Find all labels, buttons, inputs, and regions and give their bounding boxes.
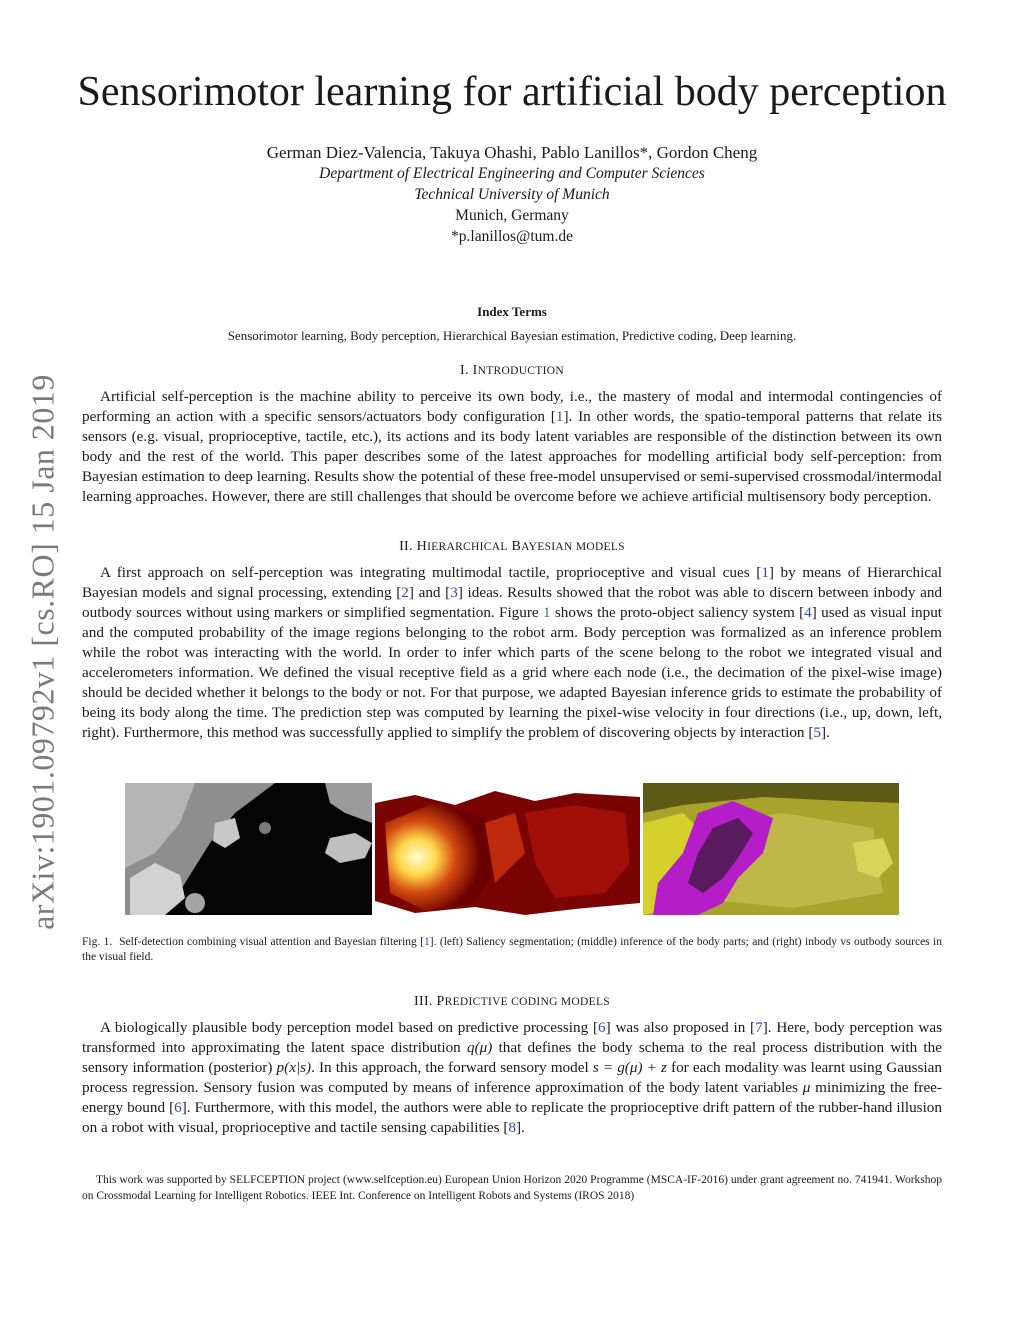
department: Department of Electrical Engineering and Computer Sciences — [319, 165, 705, 182]
intro-paragraph: Artificial self-perception is the machine ability to perceive its own body, i.e., the mastery of modal and intermodal contingencies of performing an action with a specific sensors/actuators body configuration [1]. In other words, the spatio-temporal patterns that relate its sensors (e.g. visual, proprioceptive, tactile, etc.), its actions and its body latent variables are responsible of the distinction between its own body and the rest of the world. This paper describes some of the latest approaches for modelling artificial body self-perception: from Bayesian estimation to deep learning. Results show the potential of these free-model unsupervised or semi-supervised crossmodal/intermodal learning approaches. However, there are still challenges that should be overcome before we achieve artificial multisensory body perception. — [82, 388, 942, 505]
math-latent-distribution: q(μ) — [466, 1039, 493, 1056]
email: *p.lanillos@tum.de — [451, 228, 573, 245]
citation-link[interactable]: 6 — [598, 1019, 606, 1036]
index-terms-heading: Index Terms — [477, 304, 547, 319]
author-list: German Diez-Valencia, Takuya Ohashi, Pablo Lanillos*, Gordon Cheng — [266, 143, 758, 162]
citation-link[interactable]: 3 — [450, 584, 458, 601]
citation-link[interactable]: 4 — [804, 604, 812, 621]
arxiv-sidebar — [24, 362, 61, 942]
citation-link[interactable]: 1 — [761, 564, 769, 581]
predictive-paragraph: A biologically plausible body perception model based on predictive processing [6] was also proposed in [7]. Here, body perception was transformed into approximating the latent space distribution q(μ) that defines the body schema to the real process distribution with the sensory information (posterior) p(x|s). In this approach, the forward sensory model s = g(μ) + z for each modality was learnt using Gaussian process regression. Sensory fusion was computed by means of inference approximation of the body latent variables μ minimizing the free-energy bound [6]. Furthermore, with this model, the authors were able to replicate the proprioceptive drift pattern of the rubber-hand illusion on a robot with visual, proprioceptive and tactile sensing capabilities [8]. — [82, 1019, 942, 1136]
funding-footnote: This work was supported by SELFCEPTION project (www.selfception.eu) European Union Horizon 2020 Programme (MSCA-IF-2016) under grant agreement no. 741941. Workshop on Crossmodal Learning for Intelligent Robotics. IEEE Int. Conference on Intelligent Robots and Systems (IROS 2018) — [82, 1174, 942, 1202]
math-mu: μ — [802, 1079, 811, 1096]
section-heading-introduction: I. INTRODUCTION — [460, 363, 564, 378]
figure-label: Fig. 1. — [82, 936, 113, 948]
hierarchical-paragraph: A first approach on self-perception was integrating multimodal tactile, proprioceptive and visual cues [1] by means of Hierarchical Bayesian models and signal processing, extending [2] and [3] ideas. Results showed that the robot was able to discern between inbody and outbody sources without using markers or simplified segmentation. Figure 1 shows the proto-object saliency system [4] used as visual input and the computed probability of the image regions belonging to the robot arm. Body perception was formalized as an inference problem while the robot was interacting with the world. In order to infer which parts of the scene belong to the robot we integrated visual and accelerometers information. We defined the visual receptive field as a grid where each node (i.e., the decimation of the pixel-wise image) should be decided whether it belongs to the body or not. For that purpose, we adapted Bayesian inference grids to estimate the probability of being its body along the time. The prediction step was computed by learning the pixel-wise velocity in four directions (i.e., up, down, left, right). Furthermore, this method was successfully applied to simplify the problem of discovering objects by interaction [5]. — [82, 564, 943, 741]
math-forward-model: s = g(μ) + z — [592, 1059, 667, 1076]
section-heading-hierarchical-bayesian: II. HIERARCHICAL BAYESIAN MODELS — [399, 539, 625, 554]
citation-link[interactable]: 1 — [424, 936, 430, 948]
section-heading-predictive-coding: III. PREDICTIVE CODING MODELS — [414, 994, 610, 1009]
arxiv-id: arXiv:1901.09792v1 [cs.RO] 15 Jan 2019 — [24, 374, 61, 930]
math-posterior: p(x|s) — [276, 1059, 312, 1076]
city: Munich, Germany — [455, 207, 569, 224]
university: Technical University of Munich — [414, 186, 610, 203]
citation-link[interactable]: 7 — [755, 1019, 763, 1036]
citation-link[interactable]: 8 — [508, 1119, 516, 1136]
citation-link[interactable]: 5 — [813, 724, 821, 741]
paper-title: Sensorimotor learning for artificial body perception — [77, 69, 947, 115]
figure-panel-body-inference — [375, 783, 640, 915]
figure-link[interactable]: 1 — [542, 604, 551, 621]
citation-link[interactable]: 6 — [174, 1099, 182, 1116]
citation-link[interactable]: 1 — [555, 408, 564, 425]
figure-panel-inbody-outbody — [643, 783, 899, 915]
figure-caption: Fig. 1. Self-detection combining visual attention and Bayesian filtering [1]. (left) Saliency segmentation; (middle) inference of the body parts; and (right) inbody vs outbody sources in the visual field. — [82, 936, 943, 963]
figure-panel-saliency — [125, 783, 372, 915]
citation-link[interactable]: 2 — [401, 584, 409, 601]
index-terms-text: Sensorimotor learning, Body perception, Hierarchical Bayesian estimation, Predictive coding, Deep learning. — [227, 328, 797, 343]
